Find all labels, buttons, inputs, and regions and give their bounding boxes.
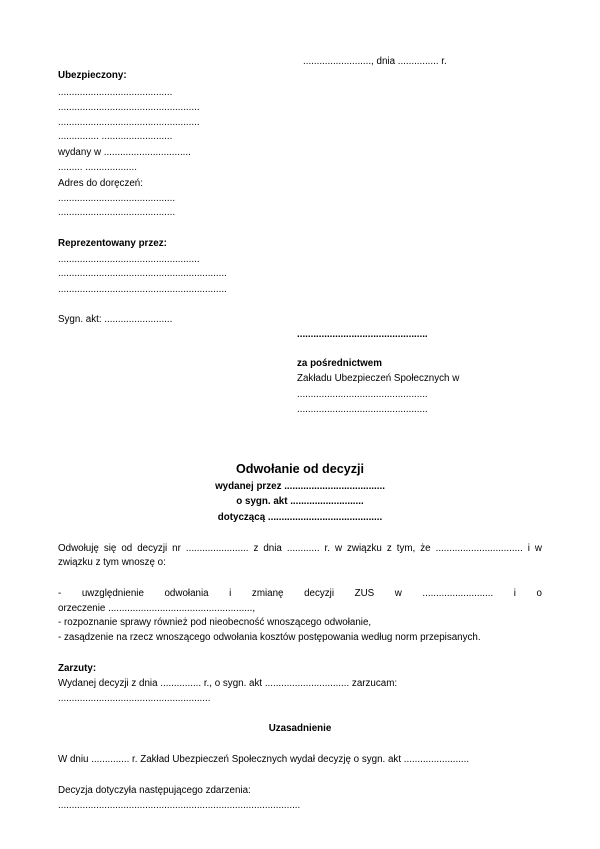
word: i: [229, 588, 232, 599]
issued-by-line: wydanej przez .....................................: [215, 481, 385, 492]
justification-line: W dniu .............. r. Zakład Ubezpieczeń Społecznych wydał decyzję o sygn. akt ........................: [58, 754, 470, 765]
reference-line: o sygn. akt ...........................: [236, 496, 364, 507]
objections-line: Wydanej decyzji z dnia ............... r., o sygn. akt ............................... zarzucam:: [58, 678, 398, 689]
insured-line: ....................................................: [58, 102, 200, 113]
event-label: Decyzja dotyczyła następującego zdarzenia:: [58, 785, 251, 796]
request-1-continuation: orzeczenie .....................................................,: [58, 603, 256, 614]
word: zmianę: [251, 588, 284, 599]
represented-line: ....................................................: [58, 254, 200, 265]
recipient-line: ................................................: [297, 389, 428, 400]
objections-label: Zarzuty:: [58, 663, 97, 674]
request-3: - zasądzenie na rzecz wnoszącego odwołania kosztów postępowania według norm przepisanych.: [58, 632, 481, 643]
word: ................................: [435, 543, 523, 554]
insured-label: Ubezpieczony:: [58, 70, 127, 81]
place-date-line: ........................., dnia ............... r.: [303, 56, 447, 67]
word: się: [103, 543, 117, 554]
document-title: Odwołanie od decyzji: [235, 462, 365, 476]
word: decyzji: [137, 543, 168, 554]
word: ..........................: [422, 588, 494, 599]
insured-line: ......... ...................: [58, 162, 137, 173]
word: o: [536, 588, 542, 599]
word: ............: [286, 543, 320, 554]
word: ZUS: [354, 588, 375, 599]
word: w: [334, 543, 343, 554]
word: .......................: [185, 543, 249, 554]
word: w: [534, 543, 542, 554]
word: i: [527, 543, 530, 554]
insured-line: ..........................................: [58, 87, 173, 98]
concerning-line: dotyczącą ..........................................: [217, 512, 383, 523]
word: związku: [347, 543, 382, 554]
request-2: - rozpoznanie sprawy również pod nieobecność wnoszącego odwołanie,: [58, 617, 372, 628]
represented-label: Reprezentowany przez:: [58, 238, 167, 249]
insured-line: ....................................................: [58, 117, 200, 128]
word: r.: [324, 543, 330, 554]
word: z: [386, 543, 392, 554]
event-dots: .........................................................................................: [58, 800, 301, 811]
case-number-line: Sygn. akt: .........................: [58, 314, 173, 325]
zus-line: Zakładu Ubezpieczeń Społecznych w: [297, 373, 460, 384]
objections-dots: ........................................................: [58, 693, 211, 704]
request-1: [58, 588, 542, 600]
appeal-line-2: związku z tym wnoszę o:: [58, 557, 166, 568]
represented-line: ..............................................................: [58, 268, 227, 279]
word: w: [394, 588, 402, 599]
insured-line: ............... ..........................: [58, 131, 173, 142]
represented-line: ..............................................................: [58, 284, 227, 295]
word: decyzji: [304, 588, 335, 599]
word: tym,: [396, 543, 416, 554]
word: nr: [172, 543, 181, 554]
via-label: za pośrednictwem: [297, 358, 382, 369]
word: uwzględnienie: [81, 588, 144, 599]
word: dnia: [263, 543, 282, 554]
insured-issued-by-line: wydany w ................................: [58, 147, 191, 158]
recipient-line: ................................................: [297, 404, 428, 415]
address-line: ...........................................: [58, 193, 176, 204]
appeal-line-1: [58, 543, 542, 555]
word: że: [420, 543, 431, 554]
word: i: [513, 588, 516, 599]
word: Odwołuję: [58, 543, 99, 554]
word: odwołania: [164, 588, 209, 599]
court-line: ................................................: [297, 329, 428, 340]
address-label: Adres do doręczeń:: [58, 178, 143, 189]
justification-heading: Uzasadnienie: [268, 723, 332, 734]
word: -: [58, 588, 62, 599]
word: z: [253, 543, 259, 554]
word: od: [121, 543, 133, 554]
address-line: ...........................................: [58, 207, 176, 218]
